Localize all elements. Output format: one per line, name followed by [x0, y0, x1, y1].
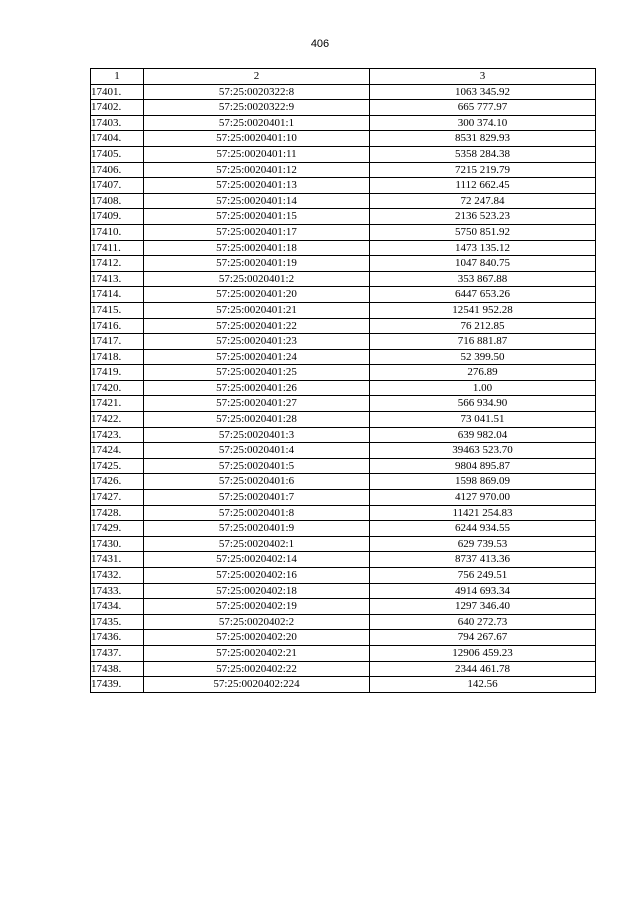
cadastral-number-cell: 57:25:0020401:13: [144, 178, 370, 194]
table-row: [91, 396, 596, 412]
cadastral-number-cell: 57:25:0020401:7: [144, 490, 370, 506]
row-number-cell: 17423.: [91, 427, 144, 443]
row-number-cell: 17414.: [91, 287, 144, 303]
table-row: [91, 162, 596, 178]
cadastral-value-cell: 11421 254.83: [370, 505, 596, 521]
cadastral-number-cell: 57:25:0020401:23: [144, 334, 370, 350]
table-row: [91, 287, 596, 303]
row-number-cell: 17431.: [91, 552, 144, 568]
row-number-cell: 17429.: [91, 521, 144, 537]
cadastral-number-cell: 57:25:0020401:6: [144, 474, 370, 490]
cadastral-value-cell: 1473 135.12: [370, 240, 596, 256]
cadastral-number-cell: 57:25:0020401:1: [144, 115, 370, 131]
cadastral-value-cell: 8737 413.36: [370, 552, 596, 568]
cadastral-number-cell: 57:25:0020401:9: [144, 521, 370, 537]
row-number-cell: 17420.: [91, 380, 144, 396]
cadastral-value-cell: 4914 693.34: [370, 583, 596, 599]
row-number-cell: 17418.: [91, 349, 144, 365]
cadastral-value-cell: 12541 952.28: [370, 302, 596, 318]
table-row: [91, 568, 596, 584]
table-row: [91, 630, 596, 646]
cadastral-number-cell: 57:25:0020401:5: [144, 458, 370, 474]
cadastral-number-cell: 57:25:0020401:19: [144, 256, 370, 272]
row-number-cell: 17425.: [91, 458, 144, 474]
table-row: [91, 552, 596, 568]
row-number-cell: 17430.: [91, 536, 144, 552]
row-number-cell: 17428.: [91, 505, 144, 521]
cadastral-value-cell: 39463 523.70: [370, 443, 596, 459]
cadastral-value-cell: 6244 934.55: [370, 521, 596, 537]
cadastral-value-cell: 5750 851.92: [370, 224, 596, 240]
table-row: [91, 521, 596, 537]
table-header-row: [91, 69, 596, 85]
cadastral-number-cell: 57:25:0020402:18: [144, 583, 370, 599]
table-row: [91, 380, 596, 396]
row-number-cell: 17409.: [91, 209, 144, 225]
table-row: [91, 193, 596, 209]
cadastral-value-cell: 4127 970.00: [370, 490, 596, 506]
row-number-cell: 17427.: [91, 490, 144, 506]
table-row: [91, 474, 596, 490]
cadastral-number-cell: 57:25:0020401:11: [144, 146, 370, 162]
row-number-cell: 17426.: [91, 474, 144, 490]
cadastral-number-cell: 57:25:0020402:1: [144, 536, 370, 552]
row-number-cell: 17421.: [91, 396, 144, 412]
cadastral-number-cell: 57:25:0020322:9: [144, 100, 370, 116]
table-row: [91, 209, 596, 225]
row-number-cell: 17439.: [91, 677, 144, 693]
cadastral-number-cell: 57:25:0020401:12: [144, 162, 370, 178]
cadastral-number-cell: 57:25:0020402:2: [144, 614, 370, 630]
cadastral-value-cell: 353 867.88: [370, 271, 596, 287]
table-row: [91, 224, 596, 240]
cadastral-value-cell: 665 777.97: [370, 100, 596, 116]
cadastral-number-cell: 57:25:0020401:20: [144, 287, 370, 303]
row-number-cell: 17438.: [91, 661, 144, 677]
table-row: [91, 661, 596, 677]
table-row: [91, 240, 596, 256]
table-row: [91, 365, 596, 381]
cadastral-value-cell: 12906 459.23: [370, 645, 596, 661]
row-number-cell: 17411.: [91, 240, 144, 256]
row-number-cell: 17435.: [91, 614, 144, 630]
cadastral-value-cell: 276.89: [370, 365, 596, 381]
row-number-cell: 17422.: [91, 412, 144, 428]
cadastral-number-cell: 57:25:0020401:27: [144, 396, 370, 412]
cadastral-number-cell: 57:25:0020402:224: [144, 677, 370, 693]
table-row: [91, 599, 596, 615]
cadastral-value-cell: 1297 346.40: [370, 599, 596, 615]
row-number-cell: 17419.: [91, 365, 144, 381]
cadastral-value-cell: 142.56: [370, 677, 596, 693]
table-row: [91, 318, 596, 334]
cadastral-value-table: [90, 68, 596, 693]
column-header-2: 2: [144, 69, 370, 85]
table-row: [91, 334, 596, 350]
cadastral-value-cell: 1598 869.09: [370, 474, 596, 490]
cadastral-value-cell: 52 399.50: [370, 349, 596, 365]
cadastral-value-cell: 566 934.90: [370, 396, 596, 412]
table-row: [91, 100, 596, 116]
row-number-cell: 17434.: [91, 599, 144, 615]
table-row: [91, 115, 596, 131]
cadastral-number-cell: 57:25:0020402:19: [144, 599, 370, 615]
table-row: [91, 146, 596, 162]
row-number-cell: 17402.: [91, 100, 144, 116]
row-number-cell: 17412.: [91, 256, 144, 272]
cadastral-number-cell: 57:25:0020322:8: [144, 84, 370, 100]
cadastral-value-cell: 72 247.84: [370, 193, 596, 209]
table-row: [91, 505, 596, 521]
cadastral-number-cell: 57:25:0020402:22: [144, 661, 370, 677]
cadastral-number-cell: 57:25:0020401:15: [144, 209, 370, 225]
cadastral-number-cell: 57:25:0020401:2: [144, 271, 370, 287]
row-number-cell: 17407.: [91, 178, 144, 194]
cadastral-number-cell: 57:25:0020401:14: [144, 193, 370, 209]
row-number-cell: 17410.: [91, 224, 144, 240]
cadastral-number-cell: 57:25:0020401:25: [144, 365, 370, 381]
row-number-cell: 17432.: [91, 568, 144, 584]
cadastral-number-cell: 57:25:0020401:21: [144, 302, 370, 318]
cadastral-number-cell: 57:25:0020401:3: [144, 427, 370, 443]
table-row: [91, 614, 596, 630]
page-number: 406: [310, 38, 330, 50]
row-number-cell: 17408.: [91, 193, 144, 209]
cadastral-number-cell: 57:25:0020401:17: [144, 224, 370, 240]
row-number-cell: 17424.: [91, 443, 144, 459]
cadastral-number-cell: 57:25:0020401:8: [144, 505, 370, 521]
cadastral-value-cell: 1063 345.92: [370, 84, 596, 100]
row-number-cell: 17406.: [91, 162, 144, 178]
cadastral-value-cell: 2136 523.23: [370, 209, 596, 225]
cadastral-value-cell: 300 374.10: [370, 115, 596, 131]
row-number-cell: 17403.: [91, 115, 144, 131]
cadastral-number-cell: 57:25:0020402:21: [144, 645, 370, 661]
table-row: [91, 271, 596, 287]
table-body: [91, 84, 596, 692]
table-row: [91, 256, 596, 272]
cadastral-value-cell: 73 041.51: [370, 412, 596, 428]
row-number-cell: 17437.: [91, 645, 144, 661]
table-row: [91, 443, 596, 459]
row-number-cell: 17436.: [91, 630, 144, 646]
row-number-cell: 17417.: [91, 334, 144, 350]
cadastral-value-cell: 9804 895.87: [370, 458, 596, 474]
table-row: [91, 490, 596, 506]
cadastral-value-cell: 2344 461.78: [370, 661, 596, 677]
cadastral-value-cell: 639 982.04: [370, 427, 596, 443]
cadastral-value-cell: 794 267.67: [370, 630, 596, 646]
table-row: [91, 645, 596, 661]
table-row: [91, 178, 596, 194]
table-row: [91, 427, 596, 443]
cadastral-value-cell: 8531 829.93: [370, 131, 596, 147]
cadastral-value-cell: 7215 219.79: [370, 162, 596, 178]
row-number-cell: 17416.: [91, 318, 144, 334]
cadastral-number-cell: 57:25:0020402:20: [144, 630, 370, 646]
table-row: [91, 84, 596, 100]
cadastral-value-cell: 756 249.51: [370, 568, 596, 584]
cadastral-number-cell: 57:25:0020401:28: [144, 412, 370, 428]
table-row: [91, 458, 596, 474]
cadastral-value-cell: 6447 653.26: [370, 287, 596, 303]
cadastral-number-cell: 57:25:0020401:22: [144, 318, 370, 334]
cadastral-value-cell: 716 881.87: [370, 334, 596, 350]
row-number-cell: 17405.: [91, 146, 144, 162]
cadastral-number-cell: 57:25:0020402:14: [144, 552, 370, 568]
cadastral-value-cell: 1047 840.75: [370, 256, 596, 272]
cadastral-value-cell: 5358 284.38: [370, 146, 596, 162]
cadastral-number-cell: 57:25:0020401:24: [144, 349, 370, 365]
table-row: [91, 536, 596, 552]
table-row: [91, 677, 596, 693]
cadastral-value-cell: 1.00: [370, 380, 596, 396]
cadastral-number-cell: 57:25:0020401:10: [144, 131, 370, 147]
row-number-cell: 17433.: [91, 583, 144, 599]
table-row: [91, 302, 596, 318]
row-number-cell: 17413.: [91, 271, 144, 287]
row-number-cell: 17401.: [91, 84, 144, 100]
row-number-cell: 17415.: [91, 302, 144, 318]
cadastral-number-cell: 57:25:0020401:18: [144, 240, 370, 256]
table-row: [91, 349, 596, 365]
table-row: [91, 412, 596, 428]
column-header-3: 3: [370, 69, 596, 85]
cadastral-number-cell: 57:25:0020401:26: [144, 380, 370, 396]
cadastral-number-cell: 57:25:0020402:16: [144, 568, 370, 584]
row-number-cell: 17404.: [91, 131, 144, 147]
cadastral-value-cell: 76 212.85: [370, 318, 596, 334]
table-row: [91, 583, 596, 599]
cadastral-value-cell: 629 739.53: [370, 536, 596, 552]
cadastral-value-cell: 1112 662.45: [370, 178, 596, 194]
cadastral-number-cell: 57:25:0020401:4: [144, 443, 370, 459]
table-row: [91, 131, 596, 147]
column-header-1: 1: [91, 69, 144, 85]
cadastral-value-cell: 640 272.73: [370, 614, 596, 630]
